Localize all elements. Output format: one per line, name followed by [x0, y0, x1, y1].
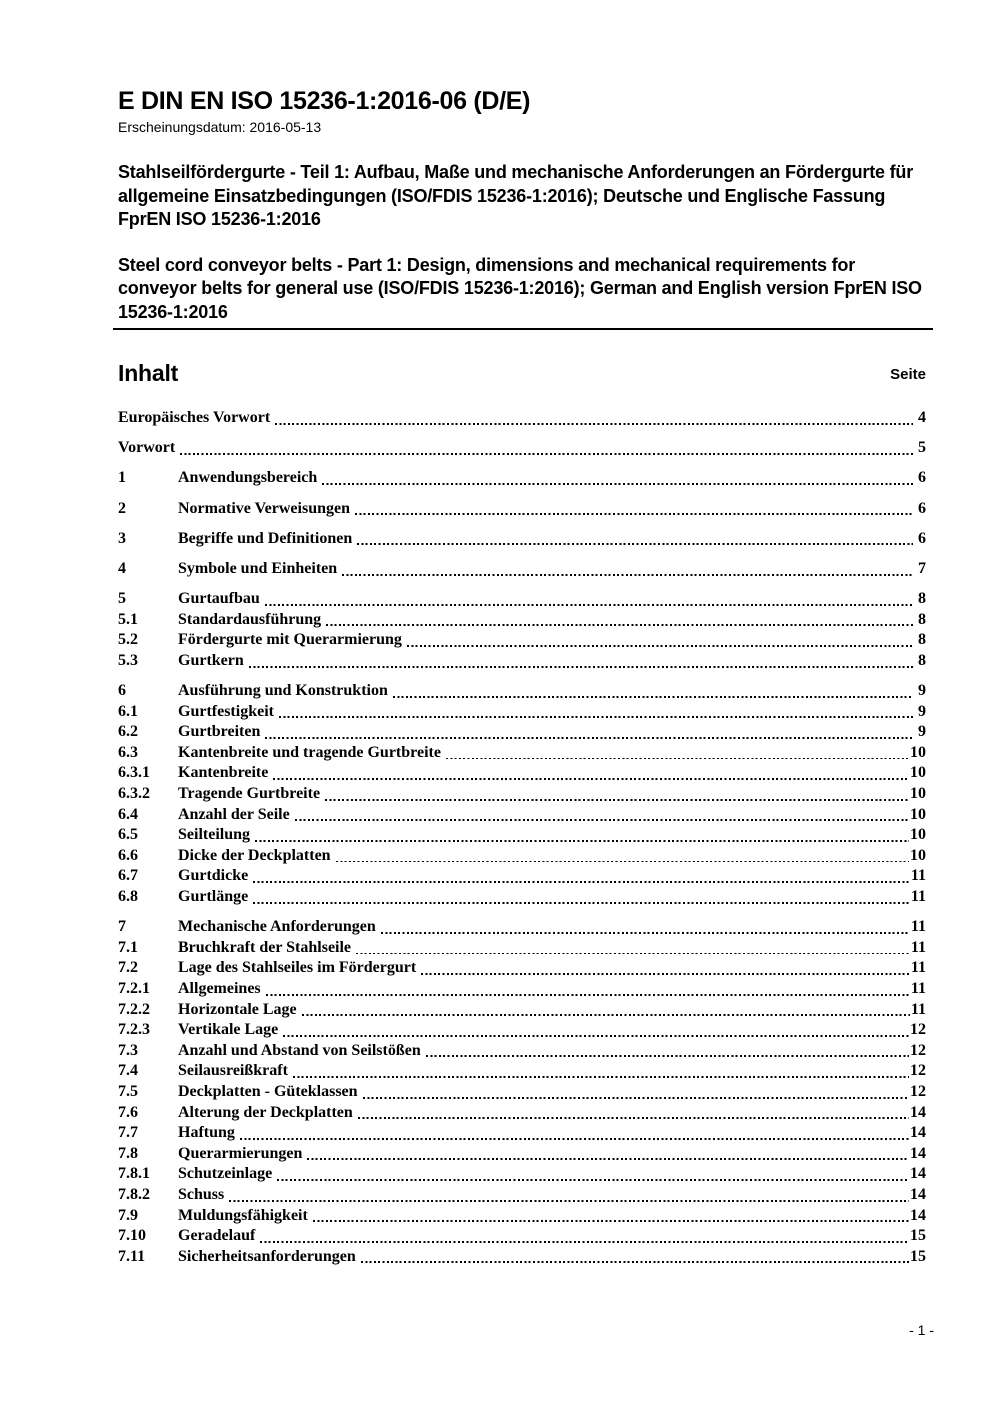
toc-dot-leader	[320, 468, 914, 489]
toc-entry-page: 10	[910, 785, 926, 803]
toc-dot-leader	[353, 499, 914, 520]
toc-entry-number: 7.10	[118, 1227, 146, 1245]
toc-entry-number: 7.1	[118, 938, 138, 956]
toc-entry-number: 6.3.1	[118, 764, 150, 782]
toc-dot-leader	[281, 1020, 910, 1041]
toc-entry-number: 3	[118, 529, 126, 547]
toc-row	[118, 887, 926, 908]
toc-entry-number: 6.6	[118, 846, 138, 864]
toc-entry-label: Begriffe und Definitionen	[178, 529, 353, 547]
toc-dot-leader	[251, 866, 911, 887]
toc-dot-leader	[340, 559, 914, 580]
toc-row	[118, 1041, 926, 1062]
page-number-footer: - 1 -	[909, 1322, 934, 1338]
toc-entry-label: Gurtlänge	[178, 888, 249, 906]
toc-entry-label: Anwendungsbereich	[178, 469, 318, 487]
toc-dot-leader	[251, 887, 911, 908]
toc-header-row	[118, 360, 926, 387]
toc-entry-page: 14	[910, 1185, 926, 1203]
toc-row	[118, 1164, 926, 1185]
toc-row	[118, 1226, 926, 1247]
toc-entry-page: 12	[910, 1082, 926, 1100]
toc-entry-label: Vorwort	[118, 439, 176, 457]
toc-row	[118, 958, 926, 979]
toc-dot-leader	[277, 702, 914, 723]
publication-date: Erscheinungsdatum: 2016-05-13	[118, 119, 322, 135]
toc-row	[118, 499, 926, 520]
toc-row	[118, 1061, 926, 1082]
toc-row	[118, 1144, 926, 1165]
toc-entry-number: 6.3	[118, 743, 138, 761]
toc-entry-label: Seilausreißkraft	[178, 1062, 288, 1080]
toc-entry-label: Fördergurte mit Querarmierung	[178, 631, 402, 649]
toc-entry-page: 14	[910, 1124, 926, 1142]
toc-entry-page: 10	[910, 846, 926, 864]
toc-heading: Inhalt	[118, 360, 179, 386]
toc-entry-number: 7.8.2	[118, 1185, 150, 1203]
toc-dot-leader	[355, 529, 914, 550]
toc-entry-page: 15	[910, 1247, 926, 1265]
toc-dot-leader	[227, 1185, 910, 1206]
toc-dot-leader	[253, 825, 910, 846]
toc-entry-page: 8	[918, 651, 926, 669]
toc-entry-page: 10	[910, 805, 926, 823]
toc-row	[118, 846, 926, 867]
toc-row	[118, 1020, 926, 1041]
toc-dot-leader	[354, 938, 911, 959]
toc-row	[118, 651, 926, 672]
toc-row	[118, 917, 926, 938]
toc-entry-label: Kantenbreite	[178, 764, 269, 782]
toc-dot-leader	[178, 438, 914, 459]
toc-entry-number: 7.8	[118, 1144, 138, 1162]
toc-entry-number: 6.4	[118, 805, 138, 823]
toc-entry-label: Alterung der Deckplatten	[178, 1103, 353, 1121]
toc-entry-page: 11	[910, 980, 926, 997]
toc-entry-label: Gurtaufbau	[178, 590, 260, 608]
toc-row	[118, 743, 926, 764]
toc-entry-label: Gurtkern	[178, 651, 244, 669]
toc-entry-number: 7.6	[118, 1103, 138, 1121]
toc-entry-label: Sicherheitsanforderungen	[178, 1247, 356, 1265]
toc-entry-label: Querarmierungen	[178, 1144, 303, 1162]
toc-entry-page: 6	[918, 529, 926, 547]
toc-entry-page: 4	[918, 409, 926, 426]
toc-row	[118, 763, 926, 784]
toc-entry-number: 6	[118, 682, 126, 700]
toc-entry-page: 9	[918, 723, 926, 741]
toc-entry-label: Schuss	[178, 1185, 225, 1203]
toc-dot-leader	[238, 1123, 910, 1144]
toc-row	[118, 610, 926, 631]
toc-entry-label: Gurtdicke	[178, 867, 249, 885]
toc-row	[118, 1103, 926, 1124]
toc-dot-leader	[263, 589, 914, 610]
toc-row	[118, 1123, 926, 1144]
toc-row	[118, 722, 926, 743]
toc-dot-leader	[334, 846, 910, 867]
toc-entry-page: 6	[918, 469, 926, 487]
toc-entry-page: 8	[918, 631, 926, 649]
toc-entry-page: 10	[910, 764, 926, 782]
toc-entry-number: 5.2	[118, 631, 138, 649]
toc-entry-page: 7	[918, 559, 926, 577]
toc-entry-page: 11	[910, 888, 926, 906]
toc-entry-page: 8	[918, 610, 926, 628]
toc-entry-label: Geradelauf	[178, 1227, 256, 1245]
toc-row	[118, 825, 926, 846]
toc-row	[118, 1206, 926, 1227]
header-divider-rule	[113, 328, 933, 330]
toc-entry-label: Kantenbreite und tragende Gurtbreite	[178, 743, 441, 761]
toc-entry-page: 11	[910, 959, 926, 977]
toc-row	[118, 559, 926, 580]
toc-entry-label: Schutzeinlage	[178, 1165, 273, 1183]
toc-dot-leader	[419, 958, 911, 979]
toc-entry-number: 7.4	[118, 1062, 138, 1080]
toc-entry-label: Europäisches Vorwort	[118, 409, 271, 426]
toc-entry-number: 1	[118, 469, 126, 487]
toc-entry-number: 5	[118, 590, 126, 608]
toc-entry-label: Muldungsfähigkeit	[178, 1206, 308, 1224]
toc-entry-number: 7.8.1	[118, 1165, 150, 1183]
toc-row	[118, 681, 926, 702]
toc-row	[118, 529, 926, 550]
toc-entry-number: 7.2.3	[118, 1021, 150, 1039]
document-number-title: E DIN EN ISO 15236-1:2016-06 (D/E)	[118, 87, 531, 115]
toc-entry-page: 8	[918, 590, 926, 608]
toc-dot-leader	[311, 1206, 910, 1227]
toc-dot-leader	[275, 1164, 910, 1185]
toc-entry-label: Allgemeines	[178, 980, 261, 997]
toc-row	[118, 408, 926, 429]
toc-page-column-label: Seite	[890, 366, 926, 383]
toc-entry-page: 10	[910, 743, 926, 761]
toc-entry-number: 6.3.2	[118, 785, 150, 803]
toc-entry-label: Normative Verweisungen	[178, 499, 350, 517]
toc-entry-label: Symbole und Einheiten	[178, 559, 338, 577]
toc-entry-number: 6.1	[118, 702, 138, 720]
toc-entry-page: 11	[910, 867, 926, 885]
toc-entry-number: 6.2	[118, 723, 138, 741]
toc-entry-label: Deckplatten - Güteklassen	[178, 1082, 358, 1100]
toc-dot-leader	[444, 743, 910, 764]
toc-entry-label: Seilteilung	[178, 826, 251, 844]
toc-row	[118, 702, 926, 723]
toc-row	[118, 438, 926, 459]
toc-row	[118, 630, 926, 651]
toc-list	[118, 408, 926, 1267]
toc-entry-number: 7.11	[118, 1247, 146, 1265]
toc-row	[118, 1082, 926, 1103]
toc-dot-leader	[300, 1000, 911, 1021]
toc-entry-number: 7.3	[118, 1041, 138, 1059]
toc-row	[118, 1247, 926, 1268]
toc-entry-label: Mechanische Anforderungen	[178, 918, 376, 936]
toc-row	[118, 1000, 926, 1021]
toc-dot-leader	[405, 630, 914, 651]
toc-entry-number: 7.9	[118, 1206, 138, 1224]
toc-entry-page: 9	[918, 702, 926, 720]
toc-entry-page: 11	[910, 938, 926, 956]
toc-entry-label: Haftung	[178, 1124, 235, 1142]
toc-entry-number: 7.2.1	[118, 980, 150, 997]
toc-entry-label: Vertikale Lage	[178, 1021, 279, 1039]
toc-entry-page: 12	[910, 1021, 926, 1039]
toc-entry-number: 7.5	[118, 1082, 138, 1100]
toc-dot-leader	[424, 1041, 910, 1062]
toc-entry-label: Horizontale Lage	[178, 1000, 297, 1018]
toc-entry-number: 6.5	[118, 826, 138, 844]
toc-entry-number: 7.2.2	[118, 1000, 150, 1018]
toc-entry-page: 14	[910, 1144, 926, 1162]
toc-row	[118, 938, 926, 959]
toc-row	[118, 979, 926, 1000]
toc-dot-leader	[263, 722, 914, 743]
toc-dot-leader	[293, 805, 910, 826]
toc-entry-label: Anzahl und Abstand von Seilstößen	[178, 1041, 421, 1059]
toc-entry-number: 7.7	[118, 1124, 138, 1142]
toc-entry-number: 6.7	[118, 867, 138, 885]
toc-entry-number: 7.2	[118, 959, 138, 977]
toc-dot-leader	[273, 408, 914, 429]
toc-entry-number: 4	[118, 559, 126, 577]
toc-dot-leader	[247, 651, 914, 672]
toc-dot-leader	[264, 979, 911, 1000]
toc-entry-label: Dicke der Deckplatten	[178, 846, 331, 864]
toc-entry-label: Gurtbreiten	[178, 723, 261, 741]
toc-entry-number: 5.3	[118, 651, 138, 669]
toc-entry-label: Ausführung und Konstruktion	[178, 682, 388, 700]
toc-dot-leader	[356, 1103, 910, 1124]
toc-dot-leader	[359, 1247, 910, 1268]
toc-row	[118, 784, 926, 805]
toc-row	[118, 1185, 926, 1206]
toc-entry-number: 5.1	[118, 610, 138, 628]
toc-entry-page: 11	[910, 918, 926, 936]
toc-entry-page: 6	[918, 499, 926, 517]
toc-entry-number: 6.8	[118, 888, 138, 906]
toc-entry-label: Lage des Stahlseiles im Fördergurt	[178, 959, 417, 977]
toc-row	[118, 589, 926, 610]
toc-dot-leader	[391, 681, 914, 702]
toc-dot-leader	[271, 763, 910, 784]
toc-dot-leader	[324, 610, 914, 631]
toc-entry-label: Bruchkraft der Stahlseile	[178, 938, 352, 956]
toc-entry-page: 12	[910, 1041, 926, 1059]
toc-row	[118, 866, 926, 887]
toc-entry-page: 12	[910, 1062, 926, 1080]
toc-row	[118, 468, 926, 489]
toc-entry-page: 15	[910, 1227, 926, 1245]
toc-entry-label: Gurtfestigkeit	[178, 702, 274, 720]
toc-entry-page: 11	[910, 1000, 926, 1018]
toc-entry-number: 7	[118, 918, 126, 936]
toc-entry-number: 2	[118, 499, 126, 517]
document-title-english: Steel cord conveyor belts - Part 1: Design, dimensions and mechanical requirements for conveyor belts for general use (ISO/FDIS 15236-1:2016); German and English version FprEN ISO 15236-1:2016	[118, 254, 922, 322]
toc-row	[118, 805, 926, 826]
toc-entry-label: Anzahl der Seile	[178, 805, 290, 823]
toc-entry-page: 14	[910, 1165, 926, 1183]
toc-entry-page: 5	[918, 439, 926, 457]
toc-entry-page: 14	[910, 1206, 926, 1224]
toc-dot-leader	[323, 784, 910, 805]
toc-dot-leader	[258, 1226, 910, 1247]
document-title-german: Stahlseilfördergurte - Teil 1: Aufbau, Maße und mechanische Anforderungen an Fördergurte für allgemeine Einsatzbedingungen (ISO/FDIS 15236-1:2016); Deutsche und Englische Fassung FprEN ISO 15236-1:2016	[118, 162, 914, 229]
toc-entry-page: 10	[910, 826, 926, 844]
toc-dot-leader	[379, 917, 911, 938]
toc-entry-page: 14	[910, 1103, 926, 1121]
toc-dot-leader	[361, 1082, 910, 1103]
toc-dot-leader	[305, 1144, 910, 1165]
toc-entry-label: Standardausführung	[178, 610, 322, 628]
toc-entry-label: Tragende Gurtbreite	[178, 785, 321, 803]
toc-dot-leader	[291, 1061, 910, 1082]
toc-entry-page: 9	[918, 682, 926, 700]
